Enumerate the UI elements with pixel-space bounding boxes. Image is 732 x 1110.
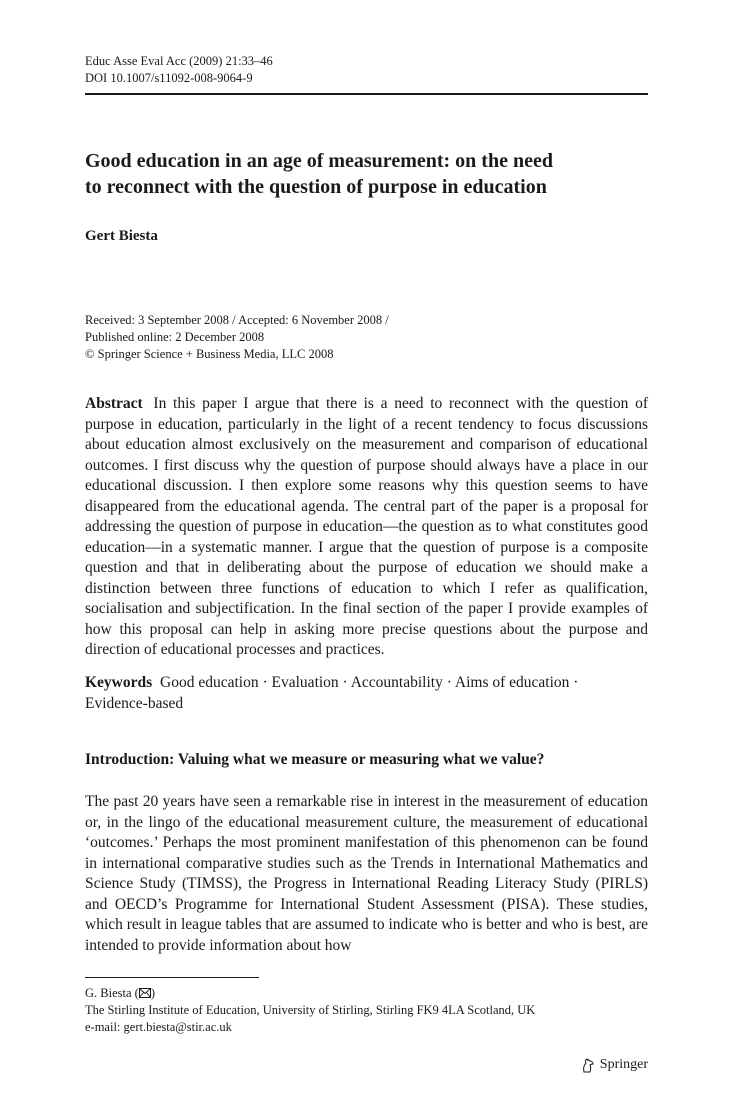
footnote-author: G. Biesta ( ) xyxy=(85,986,155,1000)
footnote-email: e-mail: gert.biesta@stir.ac.uk xyxy=(85,1020,232,1034)
journal-doi: DOI 10.1007/s11092-008-9064-9 xyxy=(85,71,253,85)
keywords-line-2: Evidence-based xyxy=(85,694,184,712)
footnote-rule xyxy=(85,977,259,978)
publication-dates xyxy=(85,312,648,363)
author-name: Gert Biesta xyxy=(85,228,158,244)
springer-horse-icon xyxy=(581,1058,595,1073)
journal-citation: Educ Asse Eval Acc (2009) 21:33–46 xyxy=(85,54,273,68)
abstract-label: Abstract xyxy=(85,395,143,412)
footnote xyxy=(85,985,648,1036)
copyright: © Springer Science + Business Media, LLC 2008 xyxy=(85,347,334,361)
received-accepted: Received: 3 September 2008 / Accepted: 6 November 2008 / xyxy=(85,313,389,327)
footnote-affiliation: The Stirling Institute of Education, University of Stirling, Stirling FK9 4LA Scotland, UK xyxy=(85,1003,536,1017)
keywords-label: Keywords xyxy=(85,674,153,691)
paper-title-line-1: Good education in an age of measurement: on the need xyxy=(85,150,553,172)
section-heading: Introduction: Valuing what we measure or measuring what we value? xyxy=(85,751,545,768)
body-paragraph: The past 20 years have seen a remarkable rise in interest in the measurement of education or, in the lingo of the educational measurement culture, the measurement of educational ‘outcomes.’ Perhaps the most prominent manifestation of this phenomenon can be found in international comparative studies such as the Trends in International Mathematics and Science Study (TIMSS), the Progress in International Reading Literacy Study (PIRLS) and OECD’s Programme for International Student Assessment (PISA). These studies, which result in league tables that are assumed to indicate who is better and who is best, are intended to provide information about how xyxy=(85,793,648,954)
abstract xyxy=(85,394,648,661)
keywords xyxy=(85,673,648,714)
publisher-logo xyxy=(581,1057,648,1073)
abstract-text: In this paper I argue that there is a need to reconnect with the question of purpose in education, particularly in the light of a recent tendency to focus discussions about education almost exclusively on the measurement and comparison of educational outcomes. I first discuss why the question of purpose should always have a place in our educational discussion. I then explore some reasons why this question seems to have disappeared from the educational agenda. The central part of the paper is a proposal for addressing the question of purpose in education—the question as to what constitutes good education—in a systematic manner. I argue that the question of purpose is a composite question and that in deliberating about the purpose of education we should make a distinction between three functions of education to which I refer as qualification, socialisation and subjectification. In the final section of the paper I provide examples of how this proposal can help in asking more precise questions about the purpose and direction of educational processes and practices. xyxy=(85,395,649,658)
envelope-icon xyxy=(139,985,151,1002)
journal-header xyxy=(85,53,648,87)
keywords-line-1: Good education · Evaluation · Accountability · Aims of education · xyxy=(160,674,579,691)
paper-title-line-2: to reconnect with the question of purpose in education xyxy=(85,176,547,198)
header-rule xyxy=(85,93,648,95)
publisher-name: Springer xyxy=(599,1057,648,1072)
paper-title xyxy=(85,148,648,200)
published-online: Published online: 2 December 2008 xyxy=(85,330,265,344)
